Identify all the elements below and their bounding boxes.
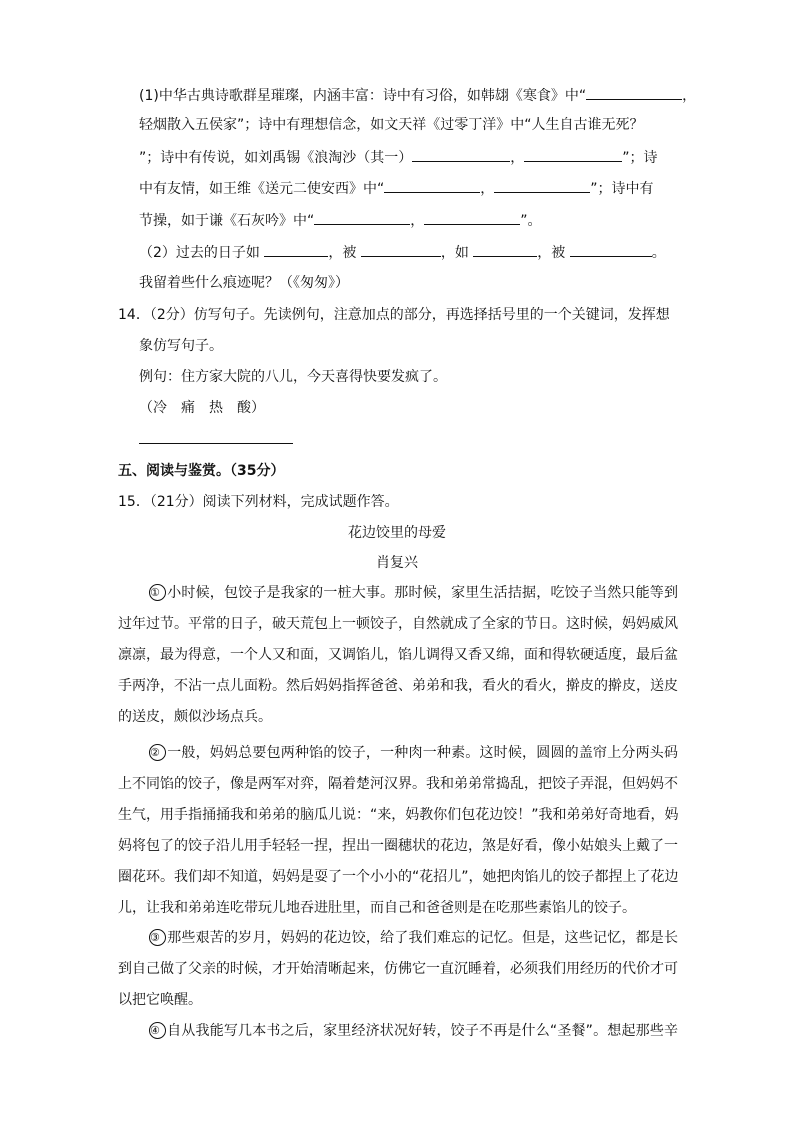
answer-blank[interactable] — [570, 242, 652, 257]
q13-2-line-1: （2）过去的日子如 ，被 ，如 ，被 。 — [139, 242, 666, 263]
q13-line-3: ”；诗中有传说，如刘禹锡《浪淘沙（其一） ， ”；诗 — [139, 147, 658, 168]
paragraph-1-line: 的送皮，颇似沙场点兵。 — [118, 709, 272, 725]
section-heading: 五、阅读与鉴赏。（35分） — [118, 463, 285, 479]
paragraph-number: ② — [149, 744, 166, 761]
q14-line-2: 象仿写句子。 — [139, 338, 223, 354]
paragraph-3-line: ③ 那些艰苦的岁月，妈妈的花边饺，给了我们难忘的记忆。但是，这些记忆，都是长 — [150, 930, 678, 946]
q14-example: 例句：住方家大院的八儿，今天喜得快要发疯了。 — [139, 369, 447, 385]
paragraph-2-line: 儿，让我和弟弟连吃带玩儿地吞进肚里，而自己和爸爸则是在吃那些素馅儿的饺子。 — [118, 900, 636, 916]
paragraph-2-line: ② 一般，妈妈总要包两种馅的饺子，一种肉一种素。这时候，圆圆的盖帘上分两头码 — [150, 745, 678, 761]
q13-line-5: 节操，如于谦《石灰吟》中“ ， ”。 — [139, 210, 542, 231]
q13-2-line-2: 我留着些什么痕迹呢？（《匆匆》） — [139, 275, 349, 291]
answer-blank[interactable] — [424, 210, 520, 225]
article-author: 肖复兴 — [376, 555, 418, 571]
paragraph-1-line: ① 小时候，包饺子是我家的一桩大事。那时候，家里生活拮据，吃饺子当然只能等到 — [150, 585, 678, 601]
answer-blank[interactable] — [384, 178, 480, 193]
article-title: 花边饺里的母爱 — [348, 525, 446, 541]
paragraph-1-line: 凛凛，最为得意，一个人又和面，又调馅儿，馅儿调得又香又绵，面和得软硬适度，最后盆 — [118, 647, 678, 663]
q13-line-4: 中有友情，如王维《送元二使安西》中“ ， ”；诗中有 — [139, 178, 654, 199]
paragraph-1-line: 过年过节。平常的日子，破天荒包上一顿饺子，自然就成了全家的节日。这时候，妈妈威风 — [118, 616, 678, 632]
paragraph-3-line: 到自己做了父亲的时候，才开始清晰起来，仿佛它一直沉睡着，必须我们用经历的代价才可 — [118, 961, 678, 977]
answer-blank[interactable] — [586, 85, 682, 100]
answer-blank[interactable] — [524, 147, 622, 162]
paragraph-2-line: 圈花环。我们却不知道，妈妈是耍了一个小小的“花招儿”，她把肉馅儿的饺子都捏上了花边 — [118, 869, 679, 885]
q14-options: （冷 痛 热 酸） — [139, 400, 265, 416]
paragraph-2-line: 上不同馅的饺子，像是两军对弈，隔着楚河汉界。我和弟弟常捣乱，把饺子弄混，但妈妈不 — [118, 776, 678, 792]
q13-line-2: 轻烟散入五侯家”；诗中有理想信念，如文天祥《过零丁洋》中“人生自古谁无死？ — [139, 117, 644, 133]
q14-line-1: 14．（2分）仿写句子。先读例句，注意加点的部分，再选择括号里的一个关键词，发挥想 — [118, 307, 670, 323]
paragraph-number: ④ — [149, 1022, 166, 1039]
answer-blank[interactable] — [264, 242, 328, 257]
answer-blank[interactable] — [361, 242, 441, 257]
answer-blank[interactable] — [473, 242, 537, 257]
paragraph-number: ① — [149, 584, 166, 601]
q13-line-1: (1)中华古典诗歌群星璀璨，内涵丰富：诗中有习俗，如韩翃《寒食》中“ ， — [139, 85, 696, 106]
paragraph-3-line: 以把它唤醒。 — [118, 992, 202, 1008]
q14-answer-line[interactable] — [139, 443, 293, 444]
q15-intro: 15．（21分）阅读下列材料，完成试题作答。 — [118, 494, 399, 510]
paragraph-2-line: 生气，用手指捅捅我和弟弟的脑瓜儿说：“来，妈教你们包花边饺！”我和弟弟好奇地看，妈 — [118, 807, 679, 823]
paragraph-1-line: 手两净，不沾一点儿面粉。然后妈妈指挥爸爸、弟弟和我，看火的看火，擀皮的擀皮，送皮 — [118, 678, 678, 694]
paragraph-2-line: 妈将包了的饺子沿儿用手轻轻一捏，捏出一圈穗状的花边，煞是好看，像小姑娘头上戴了一 — [118, 838, 678, 854]
paragraph-4-line: ④ 自从我能写几本书之后，家里经济状况好转，饺子不再是什么“圣餐”。想起那些辛 — [150, 1023, 678, 1039]
answer-blank[interactable] — [412, 147, 510, 162]
paragraph-number: ③ — [149, 929, 166, 946]
answer-blank[interactable] — [314, 210, 410, 225]
answer-blank[interactable] — [494, 178, 590, 193]
